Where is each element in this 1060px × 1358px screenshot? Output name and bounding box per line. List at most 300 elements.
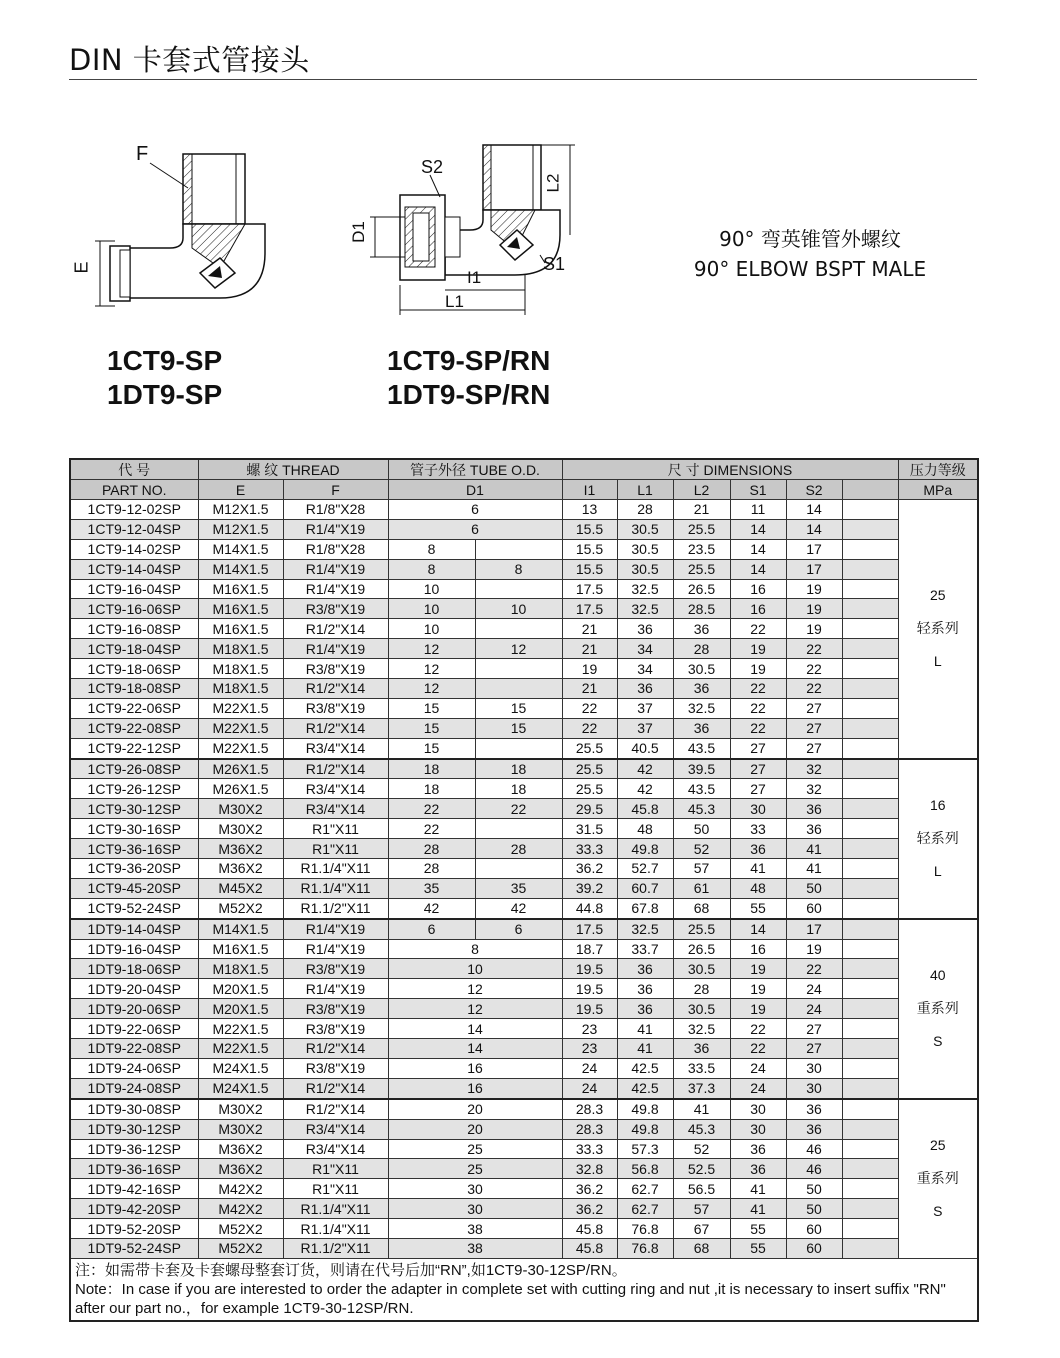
cell-f: R1/2"X14 xyxy=(283,679,388,699)
header-part-no: PART NO. xyxy=(70,480,198,500)
cell-l2: 68 xyxy=(673,1238,730,1258)
cell-f: R1/2"X14 xyxy=(283,1039,388,1059)
cell-l2: 52.5 xyxy=(673,1159,730,1179)
cell-blank xyxy=(842,539,898,559)
cell-f: R1/4"X19 xyxy=(283,559,388,579)
cell-d1: 10 xyxy=(388,599,475,619)
cell-d1: 35 xyxy=(388,878,475,898)
cell-l1: 49.8 xyxy=(617,1099,673,1119)
cell-s1: 27 xyxy=(730,759,786,779)
cell-e: M24X1.5 xyxy=(198,1058,283,1078)
cell-part-no: 1DT9-20-04SP xyxy=(70,979,198,999)
cell-l1: 57.3 xyxy=(617,1139,673,1159)
cell-f: R3/8"X19 xyxy=(283,1058,388,1078)
cell-s1: 41 xyxy=(730,1199,786,1219)
cell-d1-alt xyxy=(475,819,562,839)
cell-s2: 60 xyxy=(786,1238,842,1258)
cell-i1: 31.5 xyxy=(562,819,617,839)
cell-d1: 22 xyxy=(388,799,475,819)
cell-s2: 32 xyxy=(786,759,842,779)
cell-l2: 41 xyxy=(673,1099,730,1119)
cell-s1: 19 xyxy=(730,659,786,679)
cell-d1: 38 xyxy=(388,1238,562,1258)
note-en: Note：In case if you are interested to order the adapter in complete set with cutting ring and nut ,it is necessary to insert suffix "RN" after our part no.，for example 1CT9-30-12SP/RN. xyxy=(75,1280,946,1317)
cell-i1: 29.5 xyxy=(562,799,617,819)
table-row xyxy=(70,639,978,659)
cell-s2: 27 xyxy=(786,738,842,758)
cell-l1: 28 xyxy=(617,500,673,520)
cell-blank xyxy=(842,599,898,619)
cell-f: R1.1/4"X11 xyxy=(283,1219,388,1239)
cell-l1: 49.8 xyxy=(617,839,673,859)
cell-l2: 36 xyxy=(673,1039,730,1059)
cell-s1: 41 xyxy=(730,1179,786,1199)
cell-s1: 19 xyxy=(730,999,786,1019)
cell-s2: 36 xyxy=(786,1119,842,1139)
table-row xyxy=(70,898,978,918)
cell-f: R1.1/2"X11 xyxy=(283,898,388,918)
cell-s2: 14 xyxy=(786,500,842,520)
cell-i1: 33.3 xyxy=(562,839,617,859)
cell-l1: 42.5 xyxy=(617,1058,673,1078)
cell-blank xyxy=(842,619,898,639)
title-divider xyxy=(69,79,977,80)
cell-e: M42X2 xyxy=(198,1199,283,1219)
cell-f: R3/8"X19 xyxy=(283,659,388,679)
cell-f: R1/4"X19 xyxy=(283,979,388,999)
cell-blank xyxy=(842,1139,898,1159)
cell-i1: 28.3 xyxy=(562,1119,617,1139)
cell-l1: 62.7 xyxy=(617,1179,673,1199)
table-row xyxy=(70,1119,978,1139)
cell-blank xyxy=(842,500,898,520)
header-thread: 螺 纹 THREAD xyxy=(198,459,388,480)
cell-e: M14X1.5 xyxy=(198,559,283,579)
cell-l1: 36 xyxy=(617,979,673,999)
cell-l2: 57 xyxy=(673,859,730,879)
cell-e: M22X1.5 xyxy=(198,1039,283,1059)
table-row xyxy=(70,1199,978,1219)
cell-part-no: 1DT9-36-12SP xyxy=(70,1139,198,1159)
cell-l2: 32.5 xyxy=(673,698,730,718)
cell-d1: 22 xyxy=(388,819,475,839)
description-cn: 90° 弯英锥管外螺纹 xyxy=(719,227,901,251)
cell-s1: 55 xyxy=(730,1238,786,1258)
cell-i1: 24 xyxy=(562,1058,617,1078)
pressure-series: 重系列 xyxy=(916,1170,959,1187)
cell-e: M36X2 xyxy=(198,1139,283,1159)
cell-s2: 36 xyxy=(786,1099,842,1119)
label-l1: L1 xyxy=(445,292,464,311)
cell-d1: 12 xyxy=(388,979,562,999)
cell-i1: 19.5 xyxy=(562,979,617,999)
cell-part-no: 1CT9-22-08SP xyxy=(70,718,198,738)
cell-d1: 28 xyxy=(388,839,475,859)
cell-f: R3/8"X19 xyxy=(283,999,388,1019)
cell-l1: 36 xyxy=(617,619,673,639)
cell-l2: 23.5 xyxy=(673,539,730,559)
table-row xyxy=(70,979,978,999)
cell-l1: 42 xyxy=(617,759,673,779)
cell-l1: 76.8 xyxy=(617,1219,673,1239)
cell-i1: 19.5 xyxy=(562,959,617,979)
cell-e: M36X2 xyxy=(198,839,283,859)
header-part: 代 号 xyxy=(70,459,198,480)
cell-blank xyxy=(842,1078,898,1098)
pressure-code: S xyxy=(933,1203,943,1220)
cell-part-no: 1CT9-22-12SP xyxy=(70,738,198,758)
cell-e: M22X1.5 xyxy=(198,718,283,738)
cell-i1: 15.5 xyxy=(562,519,617,539)
cell-blank xyxy=(842,579,898,599)
pressure-code: L xyxy=(933,863,942,880)
cell-s1: 19 xyxy=(730,979,786,999)
cell-part-no: 1CT9-30-12SP xyxy=(70,799,198,819)
cell-blank xyxy=(842,1238,898,1258)
cell-f: R1/2"X14 xyxy=(283,1099,388,1119)
cell-e: M18X1.5 xyxy=(198,639,283,659)
table-row xyxy=(70,959,978,979)
cell-d1-alt: 15 xyxy=(475,698,562,718)
cell-l2: 25.5 xyxy=(673,919,730,939)
cell-d1: 30 xyxy=(388,1179,562,1199)
cell-part-no: 1CT9-22-06SP xyxy=(70,698,198,718)
label-e: E xyxy=(71,261,92,274)
spec-table xyxy=(69,458,979,1322)
cell-part-no: 1CT9-36-16SP xyxy=(70,839,198,859)
cell-s2: 50 xyxy=(786,1199,842,1219)
cell-s1: 30 xyxy=(730,1099,786,1119)
cell-d1-alt: 42 xyxy=(475,898,562,918)
cell-s2: 19 xyxy=(786,579,842,599)
cell-s1: 22 xyxy=(730,698,786,718)
cell-part-no: 1DT9-30-12SP xyxy=(70,1119,198,1139)
label-s1: S1 xyxy=(543,254,566,274)
cell-s2: 36 xyxy=(786,799,842,819)
cell-f: R3/8"X19 xyxy=(283,599,388,619)
cell-f: R3/8"X19 xyxy=(283,959,388,979)
cell-l1: 67.8 xyxy=(617,898,673,918)
cell-d1: 6 xyxy=(388,919,475,939)
table-row xyxy=(70,1139,978,1159)
cell-d1: 20 xyxy=(388,1119,562,1139)
cell-part-no: 1CT9-16-04SP xyxy=(70,579,198,599)
cell-s1: 30 xyxy=(730,799,786,819)
cell-d1: 15 xyxy=(388,718,475,738)
cell-d1-alt: 12 xyxy=(475,639,562,659)
table-row xyxy=(70,698,978,718)
elbow-drawing-right xyxy=(345,135,585,320)
cell-f: R3/4"X14 xyxy=(283,779,388,799)
cell-d1: 15 xyxy=(388,698,475,718)
cell-part-no: 1CT9-16-06SP xyxy=(70,599,198,619)
table-row xyxy=(70,559,978,579)
cell-part-no: 1DT9-22-08SP xyxy=(70,1039,198,1059)
cell-i1: 23 xyxy=(562,1019,617,1039)
cell-l2: 36 xyxy=(673,619,730,639)
table-row xyxy=(70,919,978,939)
cell-f: R1"X11 xyxy=(283,1159,388,1179)
cell-l1: 32.5 xyxy=(617,919,673,939)
cell-i1: 19 xyxy=(562,659,617,679)
cell-d1-alt: 18 xyxy=(475,779,562,799)
cell-l1: 36 xyxy=(617,679,673,699)
note-cn: 注：如需带卡套及卡套螺母整套订货，则请在代号后加“RN”,如1CT9-30-12SP/RN。 xyxy=(75,1261,627,1279)
cell-e: M52X2 xyxy=(198,1238,283,1258)
cell-s2: 27 xyxy=(786,698,842,718)
cell-i1: 19.5 xyxy=(562,999,617,1019)
cell-e: M16X1.5 xyxy=(198,939,283,959)
cell-s1: 22 xyxy=(730,619,786,639)
cell-blank xyxy=(842,919,898,939)
cell-l2: 67 xyxy=(673,1219,730,1239)
cell-e: M52X2 xyxy=(198,898,283,918)
cell-f: R3/4"X14 xyxy=(283,1119,388,1139)
cell-l1: 37 xyxy=(617,698,673,718)
cell-l1: 32.5 xyxy=(617,599,673,619)
cell-d1-alt xyxy=(475,619,562,639)
cell-s2: 30 xyxy=(786,1058,842,1078)
table-row xyxy=(70,839,978,859)
cell-l2: 43.5 xyxy=(673,738,730,758)
table-row xyxy=(70,1238,978,1258)
cell-s2: 27 xyxy=(786,1019,842,1039)
cell-i1: 18.7 xyxy=(562,939,617,959)
cell-e: M36X2 xyxy=(198,1159,283,1179)
pressure-series: 轻系列 xyxy=(916,830,959,847)
header-e: E xyxy=(198,480,283,500)
pressure-code: S xyxy=(933,1033,943,1050)
cell-part-no: 1CT9-16-08SP xyxy=(70,619,198,639)
cell-e: M30X2 xyxy=(198,1119,283,1139)
cell-l2: 68 xyxy=(673,898,730,918)
cell-blank xyxy=(842,659,898,679)
cell-i1: 21 xyxy=(562,679,617,699)
cell-f: R1.1/4"X11 xyxy=(283,1199,388,1219)
cell-i1: 36.2 xyxy=(562,859,617,879)
cell-f: R1/2"X14 xyxy=(283,718,388,738)
cell-blank xyxy=(842,979,898,999)
cell-l1: 36 xyxy=(617,959,673,979)
cell-f: R3/4"X14 xyxy=(283,1139,388,1159)
cell-s1: 14 xyxy=(730,559,786,579)
model-right-1: 1CT9-SP/RN xyxy=(387,345,551,376)
cell-s1: 36 xyxy=(730,1139,786,1159)
model-left xyxy=(107,344,222,412)
cell-l2: 45.3 xyxy=(673,1119,730,1139)
cell-part-no: 1CT9-26-12SP xyxy=(70,779,198,799)
cell-part-no: 1DT9-52-20SP xyxy=(70,1219,198,1239)
cell-blank xyxy=(842,939,898,959)
cell-l2: 30.5 xyxy=(673,959,730,979)
cell-f: R1"X11 xyxy=(283,819,388,839)
cell-s1: 11 xyxy=(730,500,786,520)
table-row xyxy=(70,519,978,539)
cell-s2: 22 xyxy=(786,639,842,659)
cell-s2: 41 xyxy=(786,859,842,879)
cell-i1: 22 xyxy=(562,698,617,718)
header-i1: I1 xyxy=(562,480,617,500)
cell-d1: 20 xyxy=(388,1099,562,1119)
cell-s2: 50 xyxy=(786,878,842,898)
elbow-drawing-left xyxy=(70,138,280,318)
cell-e: M12X1.5 xyxy=(198,500,283,520)
cell-blank xyxy=(842,1039,898,1059)
cell-part-no: 1DT9-20-06SP xyxy=(70,999,198,1019)
header-l1: L1 xyxy=(617,480,673,500)
cell-e: M16X1.5 xyxy=(198,579,283,599)
cell-f: R1/8"X28 xyxy=(283,539,388,559)
cell-i1: 36.2 xyxy=(562,1199,617,1219)
cell-s1: 27 xyxy=(730,738,786,758)
cell-f: R1"X11 xyxy=(283,839,388,859)
cell-blank xyxy=(842,679,898,699)
cell-l2: 52 xyxy=(673,839,730,859)
cell-blank xyxy=(842,959,898,979)
header-d1: D1 xyxy=(388,480,562,500)
header-dimensions: 尺 寸 DIMENSIONS xyxy=(562,459,898,480)
cell-s2: 24 xyxy=(786,979,842,999)
cell-part-no: 1CT9-18-06SP xyxy=(70,659,198,679)
pressure-pressure: 25 xyxy=(929,1137,946,1154)
header-s1: S1 xyxy=(730,480,786,500)
cell-e: M22X1.5 xyxy=(198,698,283,718)
spec-table-body xyxy=(70,500,978,1259)
cell-l1: 60.7 xyxy=(617,878,673,898)
table-row xyxy=(70,759,978,779)
cell-e: M36X2 xyxy=(198,859,283,879)
pressure-pressure: 40 xyxy=(929,967,946,984)
cell-s1: 16 xyxy=(730,939,786,959)
pressure-cell xyxy=(898,1099,978,1259)
cell-d1-alt: 18 xyxy=(475,759,562,779)
pressure-series: 轻系列 xyxy=(916,620,959,637)
cell-d1-alt: 10 xyxy=(475,599,562,619)
model-left-1: 1CT9-SP xyxy=(107,345,223,376)
cell-i1: 24 xyxy=(562,1078,617,1098)
table-row xyxy=(70,659,978,679)
cell-l2: 61 xyxy=(673,878,730,898)
cell-s2: 50 xyxy=(786,1179,842,1199)
cell-s1: 41 xyxy=(730,859,786,879)
cell-l2: 37.3 xyxy=(673,1078,730,1098)
cell-blank xyxy=(842,799,898,819)
cell-l2: 45.3 xyxy=(673,799,730,819)
cell-d1-alt xyxy=(475,738,562,758)
cell-d1: 18 xyxy=(388,759,475,779)
cell-blank xyxy=(842,898,898,918)
cell-part-no: 1CT9-18-04SP xyxy=(70,639,198,659)
cell-d1: 12 xyxy=(388,999,562,1019)
table-row xyxy=(70,679,978,699)
cell-d1: 16 xyxy=(388,1078,562,1098)
cell-s1: 22 xyxy=(730,1039,786,1059)
cell-l2: 26.5 xyxy=(673,939,730,959)
pressure-pressure: 25 xyxy=(929,587,946,604)
table-row xyxy=(70,738,978,758)
cell-l1: 56.8 xyxy=(617,1159,673,1179)
cell-l1: 62.7 xyxy=(617,1199,673,1219)
cell-part-no: 1DT9-24-06SP xyxy=(70,1058,198,1078)
cell-i1: 15.5 xyxy=(562,539,617,559)
cell-s2: 22 xyxy=(786,679,842,699)
table-row xyxy=(70,1019,978,1039)
cell-i1: 44.8 xyxy=(562,898,617,918)
cell-part-no: 1CT9-14-04SP xyxy=(70,559,198,579)
cell-s2: 60 xyxy=(786,1219,842,1239)
cell-f: R1.1/4"X11 xyxy=(283,859,388,879)
cell-f: R3/4"X14 xyxy=(283,799,388,819)
cell-i1: 25.5 xyxy=(562,759,617,779)
cell-i1: 25.5 xyxy=(562,738,617,758)
cell-part-no: 1DT9-42-20SP xyxy=(70,1199,198,1219)
cell-f: R3/8"X19 xyxy=(283,1019,388,1039)
cell-part-no: 1DT9-52-24SP xyxy=(70,1238,198,1258)
cell-d1: 14 xyxy=(388,1039,562,1059)
cell-part-no: 1DT9-24-08SP xyxy=(70,1078,198,1098)
cell-part-no: 1CT9-12-02SP xyxy=(70,500,198,520)
cell-d1-alt xyxy=(475,539,562,559)
cell-s1: 55 xyxy=(730,898,786,918)
cell-part-no: 1DT9-18-06SP xyxy=(70,959,198,979)
cell-s2: 30 xyxy=(786,1078,842,1098)
cell-d1: 28 xyxy=(388,859,475,879)
cell-d1: 25 xyxy=(388,1159,562,1179)
cell-e: M45X2 xyxy=(198,878,283,898)
pressure-pressure: 16 xyxy=(929,797,946,814)
cell-d1: 18 xyxy=(388,779,475,799)
label-d1: D1 xyxy=(348,221,368,243)
cell-i1: 22 xyxy=(562,718,617,738)
cell-i1: 45.8 xyxy=(562,1219,617,1239)
cell-l2: 32.5 xyxy=(673,1019,730,1039)
table-row xyxy=(70,1099,978,1119)
cell-blank xyxy=(842,1179,898,1199)
table-row xyxy=(70,1039,978,1059)
cell-d1: 38 xyxy=(388,1219,562,1239)
cell-e: M22X1.5 xyxy=(198,738,283,758)
cell-d1: 15 xyxy=(388,738,475,758)
cell-s2: 24 xyxy=(786,999,842,1019)
cell-blank xyxy=(842,878,898,898)
cell-d1-alt: 28 xyxy=(475,839,562,859)
cell-part-no: 1CT9-30-16SP xyxy=(70,819,198,839)
table-row xyxy=(70,859,978,879)
cell-s2: 19 xyxy=(786,599,842,619)
table-row xyxy=(70,939,978,959)
cell-e: M12X1.5 xyxy=(198,519,283,539)
cell-s1: 27 xyxy=(730,779,786,799)
cell-d1-alt: 15 xyxy=(475,718,562,738)
cell-l1: 45.8 xyxy=(617,799,673,819)
cell-d1: 12 xyxy=(388,659,475,679)
cell-blank xyxy=(842,639,898,659)
cell-i1: 45.8 xyxy=(562,1238,617,1258)
cell-l2: 57 xyxy=(673,1199,730,1219)
cell-blank xyxy=(842,718,898,738)
cell-s1: 22 xyxy=(730,718,786,738)
cell-f: R1/4"X19 xyxy=(283,919,388,939)
cell-part-no: 1DT9-36-16SP xyxy=(70,1159,198,1179)
cell-e: M18X1.5 xyxy=(198,959,283,979)
cell-l1: 30.5 xyxy=(617,559,673,579)
cell-i1: 15.5 xyxy=(562,559,617,579)
cell-l1: 52.7 xyxy=(617,859,673,879)
cell-f: R1/2"X14 xyxy=(283,1078,388,1098)
pressure-code: L xyxy=(933,653,942,670)
cell-l2: 36 xyxy=(673,679,730,699)
cell-part-no: 1CT9-45-20SP xyxy=(70,878,198,898)
